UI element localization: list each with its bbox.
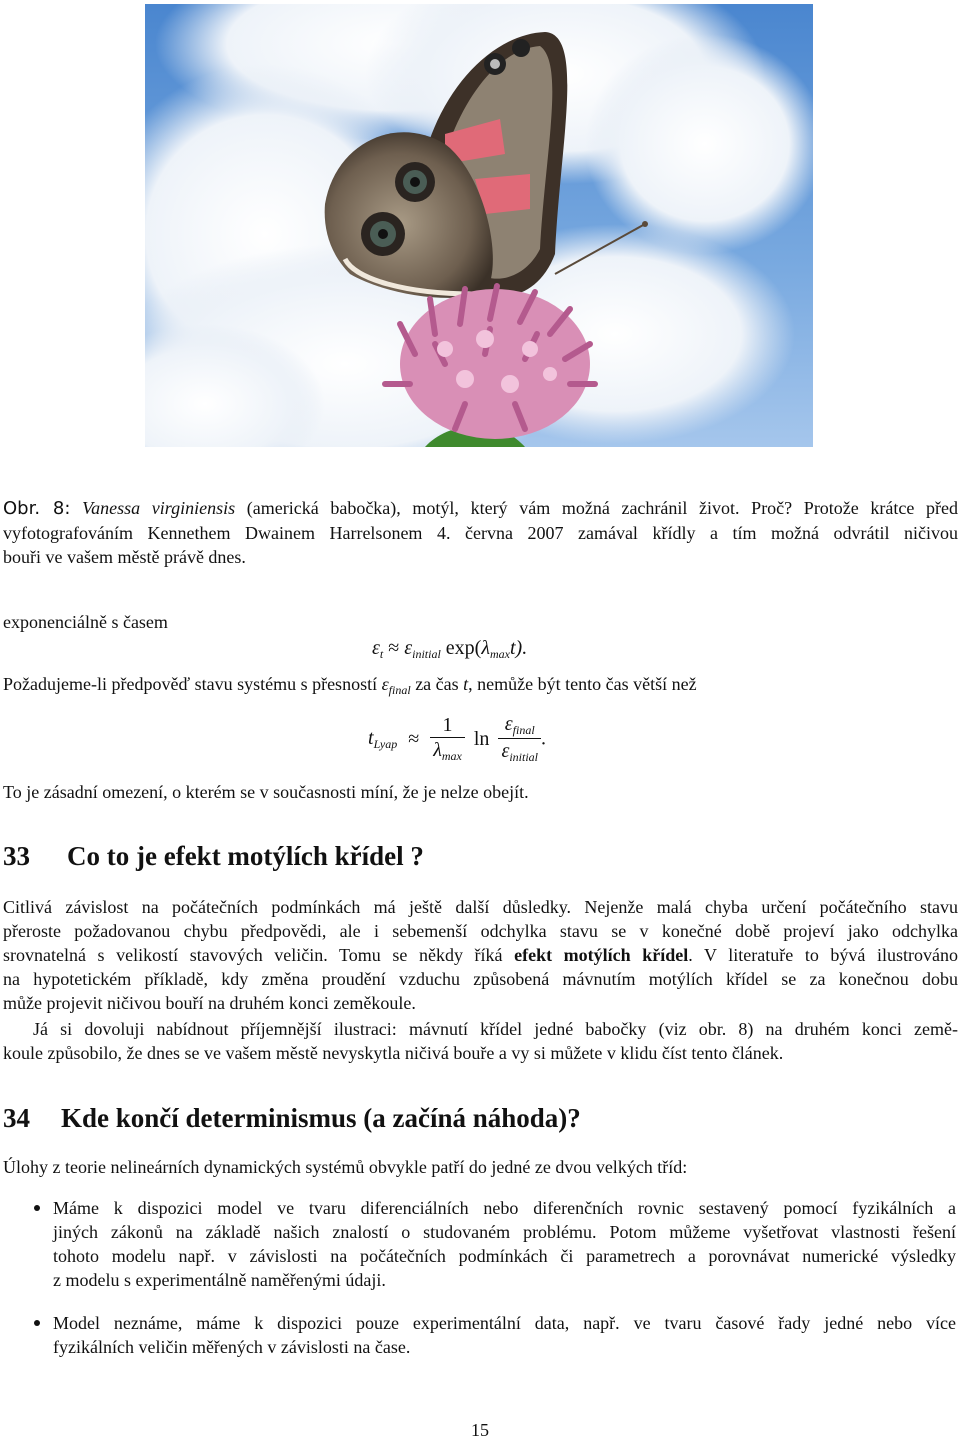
s33-p1-line-3-a: srovnatelná s velikostí stavových veličin. Tomu se někdy říká	[3, 945, 515, 965]
eq2-frac-2	[498, 712, 541, 765]
eq2-approx: ≈	[408, 727, 420, 750]
item-1-line-3: tohoto modelu např. v závislosti na počátečních podmínkách či parametrech a porovnávat numerické výsledky	[53, 1246, 956, 1266]
section-33-title: Co to je efekt motýlích křídel ?	[67, 841, 424, 871]
eq2-t: t	[368, 726, 374, 749]
eq1-t-sub: t	[379, 647, 384, 661]
butterfly-effect-term: efekt motýlích křídel	[514, 945, 689, 965]
s33-p2-line-1: Já si dovoluji nabídnout příjemnější ilustraci: mávnutí křídel jedné babočky (viz obr. 8) na druhém konci země-	[33, 1019, 958, 1039]
page-number: 15	[471, 1420, 489, 1440]
s33-p1-line-5: může projevit ničivou bouří na druhém konci zeměkoule.	[3, 993, 416, 1013]
eq2-max-sub: max	[441, 749, 462, 763]
eq1-exp: exp(	[445, 637, 482, 659]
eq2-initial-sub: initial	[509, 750, 538, 764]
s33-p1-line-1: Citlivá závislost na počátečních podmínkách má ještě další důsledky. Nejenže malá chyba určení počátečního stavu	[3, 897, 958, 917]
eq2-ln: ln	[473, 727, 490, 750]
butterfly-photo	[145, 4, 813, 447]
para-t: t	[463, 674, 469, 694]
section-34-title: Kde končí determinismus (a začíná náhoda)?	[61, 1103, 581, 1133]
s33-p1-line-2: přeroste požadovanou chybu předpovědi, ale i sebemenší odchylka stavu se v konečné době projeví jako odchylka	[3, 921, 958, 941]
precision-paragraph	[3, 672, 697, 698]
eq1-approx: ≈	[388, 637, 400, 659]
item-1-line-2: jiných zákonů na základě našich znalostí o studovaném problému. Potom můžeme vyšetřovat vlastnosti řešení	[53, 1222, 956, 1242]
eq2-final-sub: final	[512, 723, 535, 737]
s33-p1-line-4: na hypotetickém příkladě, kdy změna proudění vzduchu způsobená mávnutím motýlích křídel se za konečnou dobu	[3, 969, 958, 989]
section-34-intro: Úlohy z teorie nelineárních dynamických systémů obvykle patří do jedné ze dvou velkých tříd:	[3, 1157, 688, 1177]
item-2-line-2: fyzikálních veličin měřených v závislosti na čase.	[53, 1337, 411, 1357]
equation-1	[372, 634, 527, 664]
para-a: Požadujeme-li předpověď stavu systému s přesností	[3, 674, 382, 694]
s33-p1-line-3-b: . V literatuře to bývá ilustrováno	[688, 945, 958, 965]
eq2-lambda: λ	[433, 739, 442, 761]
caption-label: Obr. 8:	[3, 498, 71, 519]
eq1-eps: ε	[372, 637, 380, 659]
caption-species: Vanessa virginiensis	[82, 498, 236, 518]
section-34-heading	[3, 1102, 581, 1134]
caption-line-3: bouři ve vašem městě právě dnes.	[3, 547, 246, 567]
para-c: , nemůže být tento čas větší než	[468, 674, 697, 694]
para-eps: ε	[381, 674, 389, 694]
item-2-line-1: Model neznáme, máme k dispozici pouze experimentální data, např. ve tvaru časové řady jedné nebo více	[53, 1313, 956, 1333]
section-33-paragraph-2	[3, 1017, 958, 1065]
equation-2	[368, 712, 546, 765]
eq1-lambda: λ	[481, 637, 490, 659]
eq2-dot: .	[541, 727, 546, 750]
caption-line-2: vyfotografováním Kennethem Dwainem Harrelsonem 4. června 2007 zamával křídly a tím možná odvrátil ničivou	[3, 523, 958, 543]
eq2-eps-initial: ε	[501, 740, 510, 762]
eq1-eps-initial: ε	[404, 637, 413, 659]
intro-text: exponenciálně s časem	[3, 612, 168, 632]
section-33-paragraph-1	[3, 895, 958, 1015]
section-34-number: 34	[3, 1103, 30, 1133]
s33-p1-line-3	[3, 943, 958, 967]
s33-p2-line-2: koule způsobilo, že dnes se ve vašem městě nevyskytla ničivá bouře a vy si můžete v klidu číst tento článek.	[3, 1043, 784, 1063]
eq1-initial-sub: initial	[412, 647, 441, 661]
caption-line-1-rest: (americká babočka), motýl, který vám možná zachránil život. Proč? Protože krátce před	[235, 498, 959, 518]
section-33-number: 33	[3, 841, 30, 871]
item-1-line-4: z modelu s experimentálně naměřenými údaji.	[53, 1270, 386, 1290]
eq2-one: 1	[430, 713, 465, 738]
list-item-2	[53, 1311, 956, 1359]
eq1-tail: t).	[510, 637, 528, 659]
para-final-sub: final	[388, 683, 411, 697]
bullet-1-dot	[34, 1205, 40, 1211]
section-33-heading	[3, 840, 424, 872]
caption-line-1	[3, 496, 958, 521]
conclusion-text: To je zásadní omezení, o kterém se v současnosti míní, že je nelze obejít.	[3, 782, 529, 802]
eq2-eps-final: ε	[504, 713, 513, 735]
item-1-line-1: Máme k dispozici model ve tvaru diferenciálních nebo diferenčních rovnic sestavený pomocí fyzikálních a	[53, 1198, 956, 1218]
para-b: za čas	[410, 674, 464, 694]
eq2-lyap-sub: Lyap	[373, 736, 398, 751]
figure-caption	[3, 496, 958, 569]
eq1-max-sub: max	[490, 647, 510, 661]
bullet-2-dot	[34, 1320, 40, 1326]
eq2-frac-1	[430, 713, 465, 764]
list-item-1	[53, 1196, 956, 1292]
